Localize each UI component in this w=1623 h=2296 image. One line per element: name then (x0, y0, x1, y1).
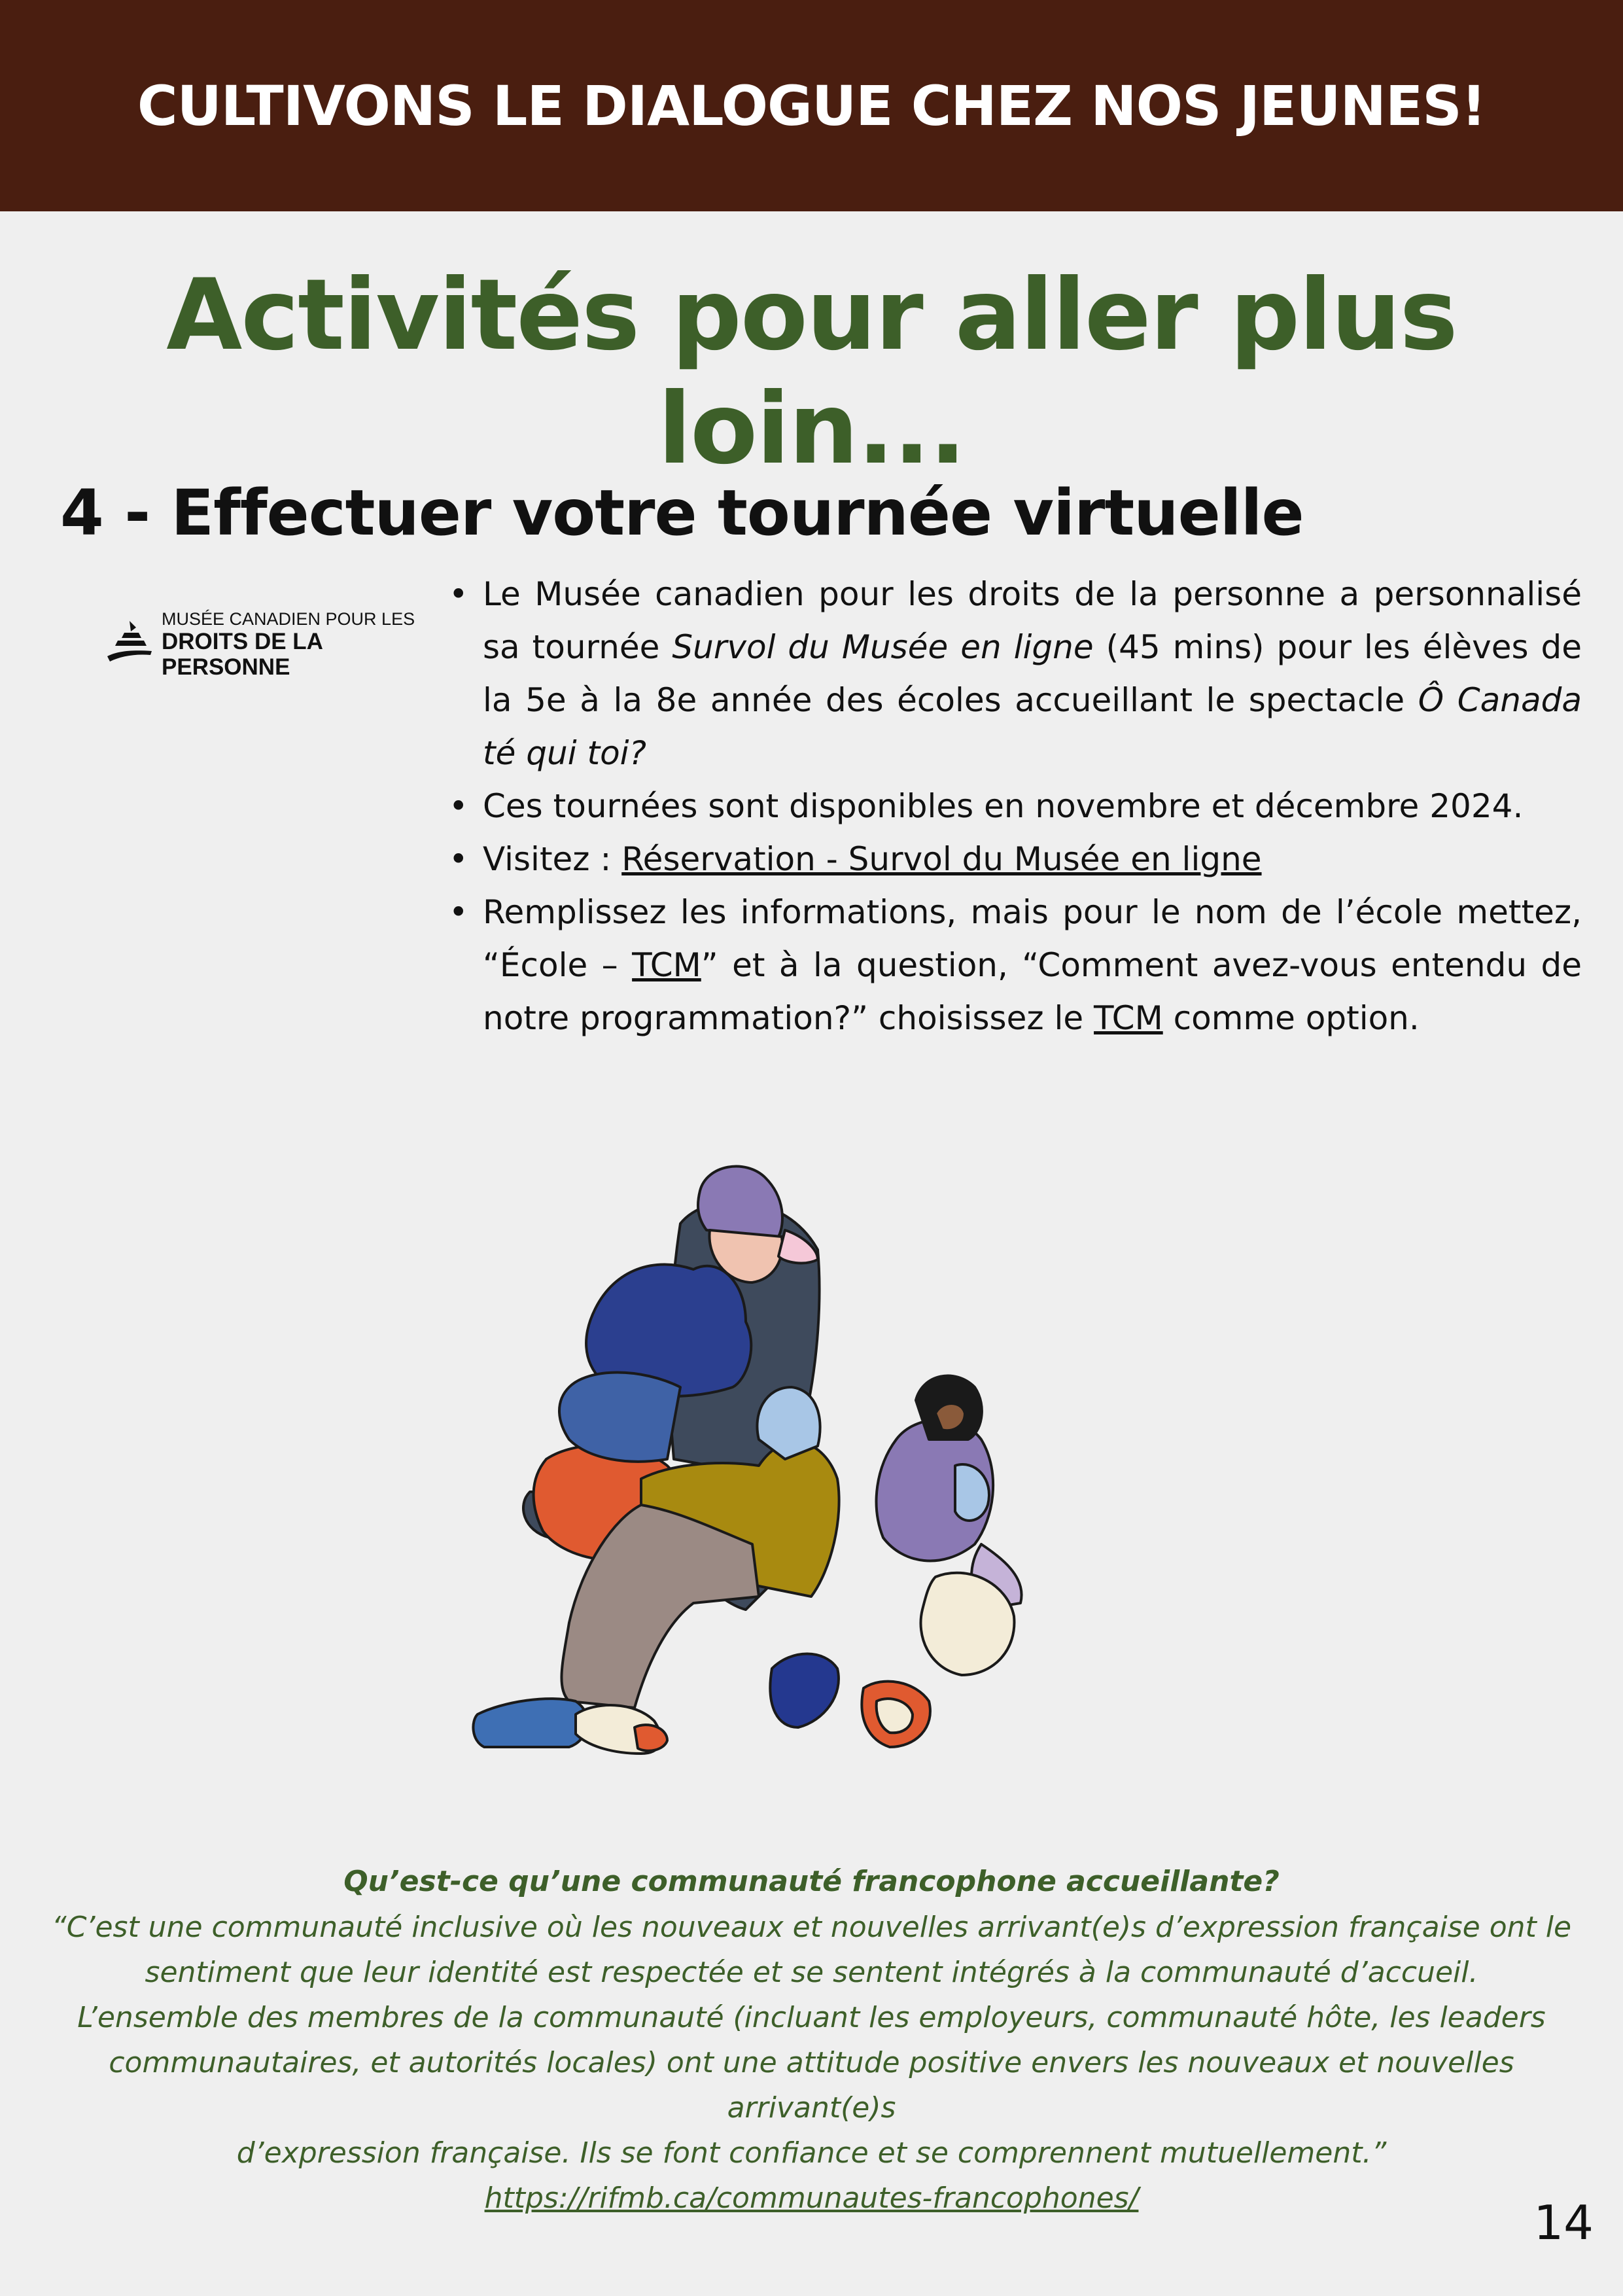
bullet-4-text-c: comme option. (1162, 999, 1420, 1037)
tcm-link-2[interactable]: TCM (1094, 999, 1163, 1037)
quote-line-4: communautaires, et autorités locales) ont une attitude positive envers les nouveaux et nouvelles arrivant(e)s (109, 2046, 1514, 2125)
museum-logo (105, 609, 445, 680)
section-title: 4 - Effectuer votre tournée virtuelle (60, 476, 1304, 550)
quote-line-2: sentiment que leur identité est respectée et se sentent intégrés à la communauté d’accueil. (145, 1956, 1478, 1989)
bullet-1-text-b: (45 mins) pour les élèves de la 5e à la 8e année des écoles accueillant le spectacle (483, 628, 1582, 719)
bullet-1-tour-name: Survol du Musée en ligne (672, 628, 1094, 666)
bullet-4-text-b: ” et à la question, “Comment avez-vous entendu de notre programmation?” choisissez le (483, 946, 1582, 1037)
welcoming-community-quote (39, 1865, 1584, 2221)
museum-logo-icon (105, 618, 154, 671)
bullet-item-visit (483, 833, 1582, 886)
quote-line-1: “C’est une communauté inclusive où les nouveaux et nouvelles arrivant(e)s d’expression française ont le (51, 1911, 1572, 1944)
bullet-item-instructions (483, 886, 1582, 1045)
tcm-link-1[interactable]: TCM (632, 946, 701, 984)
bullet-item-museum-tour (483, 568, 1582, 780)
bullet-2-text: Ces tournées sont disponibles en novembre et décembre 2024. (483, 787, 1524, 825)
bullet-item-availability (483, 780, 1582, 833)
quote-question: Qu’est-ce qu’une communauté francophone accueillante? (343, 1865, 1280, 1898)
banner-title: CULTIVONS LE DIALOGUE CHEZ NOS JEUNES! (137, 73, 1486, 138)
logo-line-2: DROITS DE LA PERSONNE (162, 628, 323, 680)
quote-line-3: L’ensemble des membres de la communauté (incluant les employeurs, communauté hôte, les leaders (77, 2001, 1546, 2034)
quote-body (39, 1905, 1584, 2221)
rifmb-link[interactable]: https://rifmb.ca/communautes-francophones/ (484, 2181, 1139, 2215)
page-number: 14 (1533, 2195, 1594, 2250)
quote-line-5: d’expression française. Ils se font confiance et se comprennent mutuellement.” (236, 2136, 1387, 2170)
logo-line-1: MUSÉE CANADIEN POUR LES (162, 609, 415, 629)
header-banner (0, 0, 1623, 211)
reservation-link[interactable]: Réservation - Survol du Musée en ligne (621, 840, 1262, 878)
activity-bullet-list (437, 568, 1582, 1045)
bullet-4-text-a: Remplissez les informations, mais pour le nom de l’école mettez, “École – (483, 893, 1582, 984)
bullet-3-prefix: Visitez : (483, 840, 622, 878)
page-title: Activités pour aller plus loin... (166, 258, 1457, 486)
people-on-armchair-illustration (419, 1152, 1204, 1819)
bullet-1-text-a: Le Musée canadien pour les droits de la personne a personnalisé sa tournée (483, 575, 1582, 666)
bullet-1-show-name: Ô Canada té qui toi? (483, 681, 1582, 772)
